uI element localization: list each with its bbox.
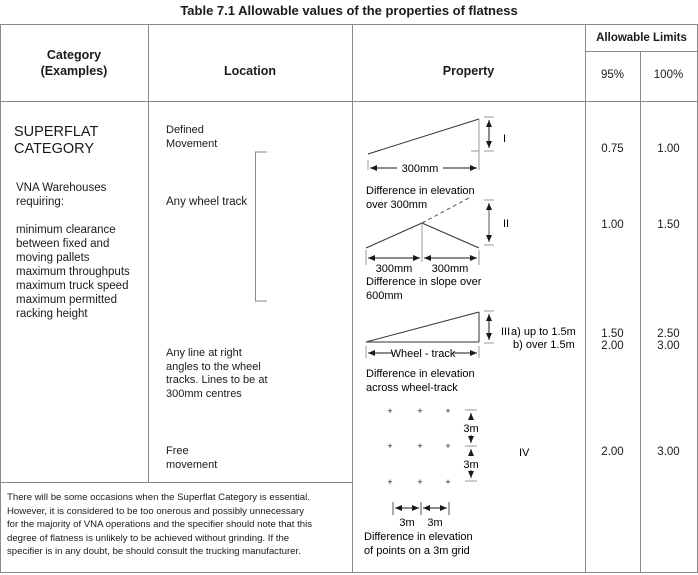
- table-left-border: [0, 24, 1, 573]
- header-category-line2: (Examples): [40, 64, 108, 78]
- table-title: Table 7.1 Allowable values of the properties of flatness: [180, 3, 518, 18]
- diagram-i-label: I: [503, 133, 507, 145]
- col-divider-95: [640, 51, 641, 573]
- diagram-iv-caption-2: of points on a 3m grid: [364, 545, 470, 557]
- property-diagrams: [353, 102, 585, 572]
- requirement-line: maximum throughputs: [16, 266, 130, 278]
- requirement-line: racking height: [16, 308, 88, 320]
- category-requirements: [16, 223, 130, 321]
- header-property: Property: [442, 64, 495, 78]
- grid-point-plus: +: [417, 441, 423, 451]
- note-line: for the majority of VNA operations and the specifier should note that this: [7, 519, 313, 530]
- note-line: However, it is considered to be too onerous and possibly unnecessary: [7, 505, 305, 517]
- diagram-iii-sub-b: b) over 1.5m: [513, 339, 575, 351]
- header-location: Location: [223, 64, 277, 78]
- right-angles-line: Any line at right: [166, 347, 242, 359]
- category-name-line2: CATEGORY: [14, 141, 95, 157]
- header-100: 100%: [653, 69, 684, 81]
- limit-100-i: 1.00: [657, 143, 680, 155]
- header-category-line1: Category: [46, 48, 102, 62]
- limit-95-i: 0.75: [601, 143, 624, 155]
- diagram-iv-dim-h2: 3m: [427, 517, 443, 529]
- grid-point-plus: +: [417, 477, 423, 487]
- diagram-iv-label: IV: [519, 447, 530, 459]
- category-name-line1: SUPERFLAT: [14, 124, 99, 140]
- free-line1: Free: [166, 445, 189, 457]
- diagram-ii-dim-left: 300mm: [375, 263, 413, 275]
- location-right-angles: [166, 347, 268, 401]
- diagram-i-caption-2: over 300mm: [366, 199, 428, 211]
- diagram-iii-dim: Wheel - track: [390, 348, 456, 360]
- grid-point-plus: +: [445, 477, 451, 487]
- table-top-border: [0, 24, 698, 25]
- limit-100-ii: 1.50: [657, 219, 680, 231]
- note-line: specifier is in any doubt, be should consult the trucking manufacturer.: [7, 546, 301, 557]
- requirement-line: minimum clearance: [16, 224, 116, 236]
- requirement-line: moving pallets: [16, 252, 90, 264]
- diagram-i-dim: 300mm: [401, 163, 439, 175]
- diagram-ii-caption-2: 600mm: [366, 290, 403, 302]
- category-examples-intro: [16, 181, 106, 209]
- note-line: There will be some occasions when the Superflat Category is essential.: [7, 492, 310, 503]
- superflat-note: [7, 491, 312, 559]
- limit-95-iii-b: 2.00: [601, 340, 624, 352]
- header-allowable-limits: Allowable Limits: [596, 32, 687, 44]
- defined-line2: Movement: [166, 137, 218, 150]
- note-line: degree of flatness is unlikely to be achieved without grinding. If the: [7, 532, 290, 544]
- header-bottom-border: [0, 101, 698, 102]
- right-angles-line: 300mm centres: [166, 387, 242, 400]
- diagram-iii-sub-a: a) up to 1.5m: [511, 326, 576, 338]
- diagram-iv-dim-h1: 3m: [399, 517, 415, 529]
- free-line2: movement: [166, 458, 218, 471]
- diagram-iv-caption-1: Difference in elevation: [364, 531, 473, 543]
- grid-point-plus: +: [445, 441, 451, 451]
- diagram-ii-caption-1: Difference in slope over: [366, 276, 482, 288]
- limit-100-iv: 3.00: [657, 446, 680, 458]
- requirement-line: between fixed and: [16, 238, 110, 250]
- limit-95-ii: 1.00: [601, 219, 624, 231]
- col-divider-property: [585, 24, 586, 573]
- header-95: 95%: [600, 69, 625, 81]
- diagram-i-caption-1: Difference in elevation: [366, 185, 475, 197]
- examples-intro-line1: VNA Warehouses: [16, 182, 107, 194]
- requirement-line: maximum permitted: [16, 294, 117, 306]
- grid-point-plus: +: [387, 406, 393, 416]
- grid-point-plus: +: [387, 441, 393, 451]
- diagram-iv-dim-v1: 3m: [463, 423, 479, 435]
- grid-point-plus: +: [445, 406, 451, 416]
- location-defined-movement: [166, 124, 217, 151]
- right-angles-line: angles to the wheel: [166, 360, 261, 373]
- diagram-iii-label: III: [501, 326, 511, 338]
- right-angles-line: tracks. Lines to be at: [166, 374, 268, 386]
- col-divider-category: [148, 24, 149, 482]
- note-top-border: [0, 482, 352, 483]
- limit-100-iii-b: 3.00: [657, 340, 680, 352]
- header-category: [0, 47, 148, 79]
- limit-100-iii-a: 2.50: [657, 328, 680, 340]
- diagram-ii-label: II: [503, 218, 510, 230]
- location-free-movement: [166, 445, 217, 472]
- category-name: [14, 124, 98, 158]
- examples-intro-line2: requiring:: [16, 196, 64, 208]
- location-any-wheel-track: Any wheel track: [166, 196, 248, 208]
- table-bottom-border: [0, 572, 698, 573]
- diagram-iii-caption-1: Difference in elevation: [366, 368, 475, 380]
- wheel-track-bracket: [250, 148, 272, 306]
- limits-subheader-divider: [585, 51, 698, 52]
- limit-95-iv: 2.00: [601, 446, 624, 458]
- grid-point-plus: +: [417, 406, 423, 416]
- diagram-iii-caption-2: across wheel-track: [366, 382, 458, 394]
- diagram-iv-dim-v2: 3m: [463, 459, 479, 471]
- diagram-ii-dim-right: 300mm: [431, 263, 469, 275]
- requirement-line: maximum truck speed: [16, 280, 129, 292]
- limit-95-iii-a: 1.50: [601, 328, 624, 340]
- defined-line1: Defined: [166, 124, 204, 136]
- grid-point-plus: +: [387, 477, 393, 487]
